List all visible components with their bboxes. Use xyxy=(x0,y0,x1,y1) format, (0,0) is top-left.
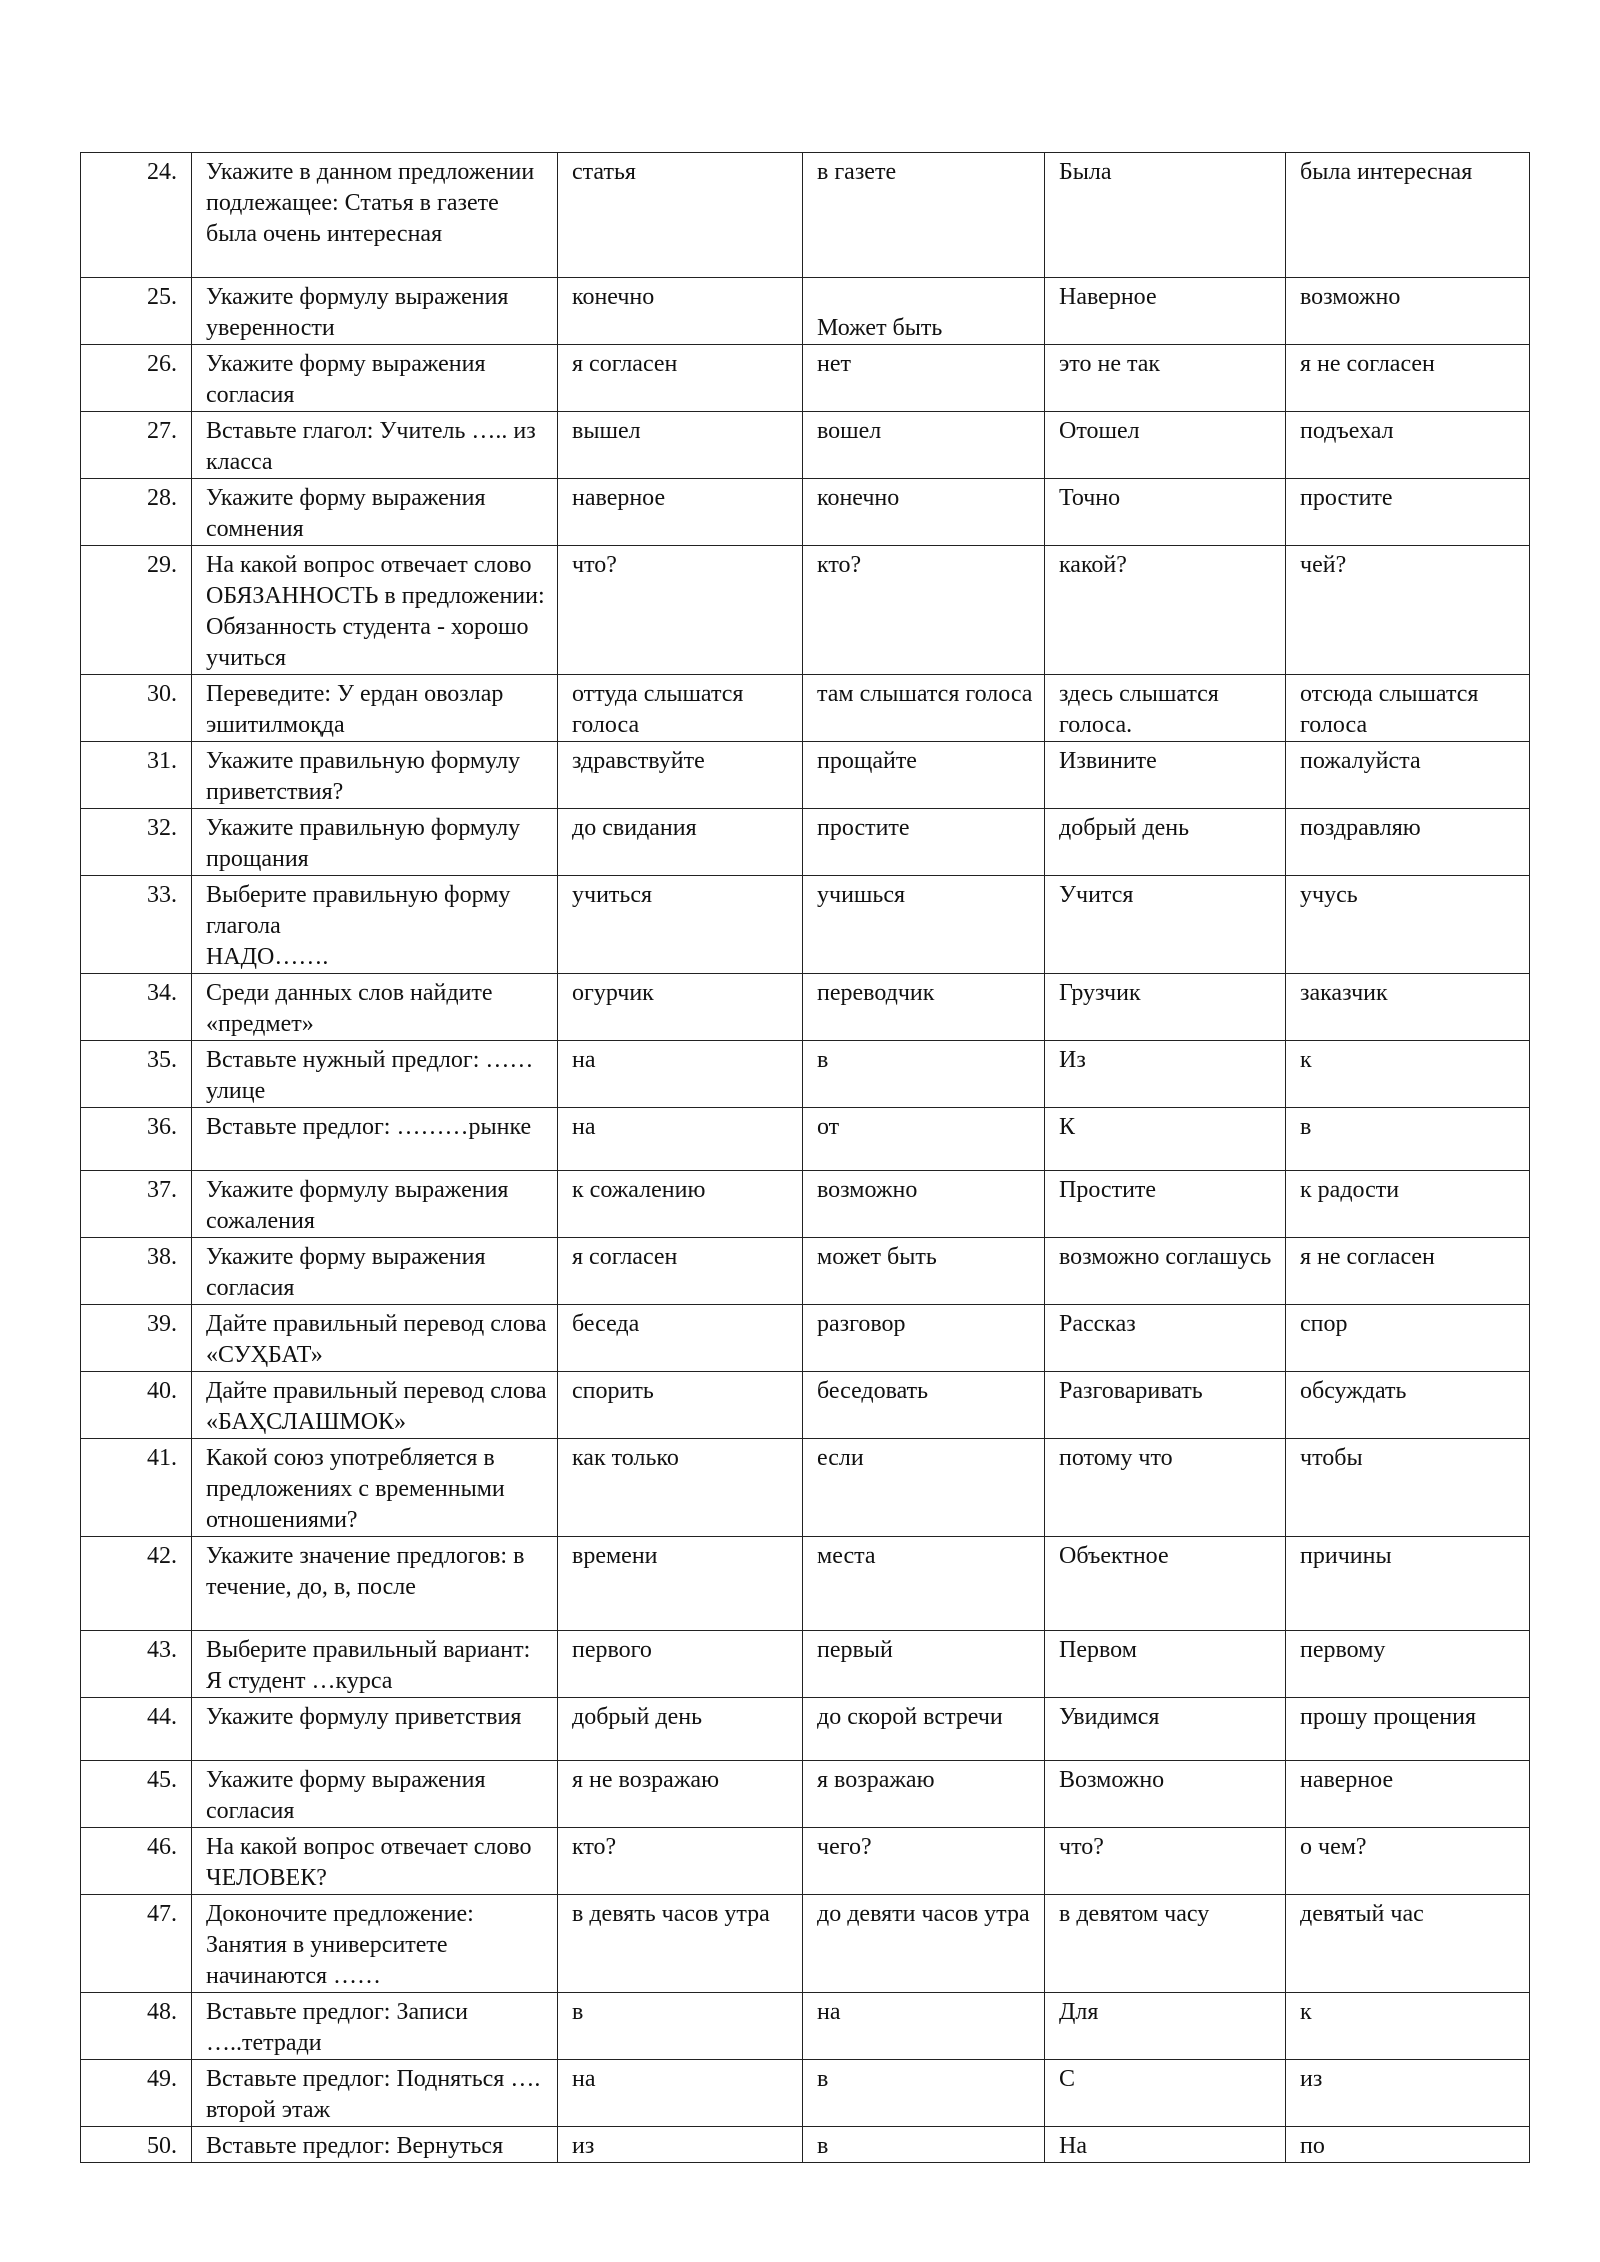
option-d: чтобы xyxy=(1286,1439,1530,1537)
question-text: Вставьте предлог: ………рынке xyxy=(192,1108,558,1171)
option-c: что? xyxy=(1045,1828,1286,1895)
question-number: 25. xyxy=(81,278,192,345)
option-c: возможно соглашусь xyxy=(1045,1238,1286,1305)
option-a: оттуда слышатся голоса xyxy=(558,675,803,742)
option-a: беседа xyxy=(558,1305,803,1372)
option-d: наверное xyxy=(1286,1761,1530,1828)
option-a: спорить xyxy=(558,1372,803,1439)
question-text: Какой союз употребляется в предложениях с временными отношениями? xyxy=(192,1439,558,1537)
question-number: 37. xyxy=(81,1171,192,1238)
option-d: о чем? xyxy=(1286,1828,1530,1895)
option-d: из xyxy=(1286,2060,1530,2127)
question-number: 46. xyxy=(81,1828,192,1895)
option-c: Из xyxy=(1045,1041,1286,1108)
option-b: учишься xyxy=(803,876,1045,974)
option-d: обсуждать xyxy=(1286,1372,1530,1439)
option-d: чей? xyxy=(1286,546,1530,675)
option-b: конечно xyxy=(803,479,1045,546)
option-c: Грузчик xyxy=(1045,974,1286,1041)
option-d: к xyxy=(1286,1041,1530,1108)
option-a: на xyxy=(558,1108,803,1171)
question-text: Укажите формулу приветствия xyxy=(192,1698,558,1761)
option-a: кто? xyxy=(558,1828,803,1895)
table-row xyxy=(81,2060,1530,2127)
table-row xyxy=(81,974,1530,1041)
question-number: 39. xyxy=(81,1305,192,1372)
table-row xyxy=(81,153,1530,278)
question-number: 33. xyxy=(81,876,192,974)
option-c: потому что xyxy=(1045,1439,1286,1537)
option-a: наверное xyxy=(558,479,803,546)
table-row xyxy=(81,345,1530,412)
option-b: простите xyxy=(803,809,1045,876)
question-text: Укажите значение предлогов: в течение, до, в, после xyxy=(192,1537,558,1631)
question-text: Укажите форму выражения сомнения xyxy=(192,479,558,546)
option-a: первого xyxy=(558,1631,803,1698)
question-number: 38. xyxy=(81,1238,192,1305)
question-text: Вставьте нужный предлог: ……улице xyxy=(192,1041,558,1108)
option-d: поздравляю xyxy=(1286,809,1530,876)
option-c: Извините xyxy=(1045,742,1286,809)
option-c: какой? xyxy=(1045,546,1286,675)
option-b: может быть xyxy=(803,1238,1045,1305)
table-row xyxy=(81,1372,1530,1439)
option-b: места xyxy=(803,1537,1045,1631)
table-row xyxy=(81,412,1530,479)
option-b: первый xyxy=(803,1631,1045,1698)
option-a: времени xyxy=(558,1537,803,1631)
option-b: Может быть xyxy=(803,278,1045,345)
question-number: 49. xyxy=(81,2060,192,2127)
option-b: до скорой встречи xyxy=(803,1698,1045,1761)
question-number: 50. xyxy=(81,2127,192,2163)
question-text: Укажите формулу выражения уверенности xyxy=(192,278,558,345)
option-d: простите xyxy=(1286,479,1530,546)
option-c: Отошел xyxy=(1045,412,1286,479)
option-a: до свидания xyxy=(558,809,803,876)
option-a: я согласен xyxy=(558,1238,803,1305)
question-text: Укажите в данном предложении подлежащее: Статья в газете была очень интересная xyxy=(192,153,558,278)
table-row xyxy=(81,742,1530,809)
option-b: в xyxy=(803,2060,1045,2127)
question-text: Переведите: У ердан овозлар эшитилмоқда xyxy=(192,675,558,742)
question-number: 35. xyxy=(81,1041,192,1108)
question-text: Выберите правильный вариант: Я студент …курса xyxy=(192,1631,558,1698)
option-c: Рассказ xyxy=(1045,1305,1286,1372)
option-a: в девять часов утра xyxy=(558,1895,803,1993)
option-c: Простите xyxy=(1045,1171,1286,1238)
option-d: я не согласен xyxy=(1286,345,1530,412)
option-a: конечно xyxy=(558,278,803,345)
option-a: огурчик xyxy=(558,974,803,1041)
table-row xyxy=(81,1041,1530,1108)
option-d: первому xyxy=(1286,1631,1530,1698)
option-b: я возражаю xyxy=(803,1761,1045,1828)
question-text: Дайте правильный перевод слова «БАҲСЛАШМОК» xyxy=(192,1372,558,1439)
question-number: 32. xyxy=(81,809,192,876)
question-number: 44. xyxy=(81,1698,192,1761)
table-row xyxy=(81,1171,1530,1238)
option-b: беседовать xyxy=(803,1372,1045,1439)
option-b: возможно xyxy=(803,1171,1045,1238)
question-number: 42. xyxy=(81,1537,192,1631)
option-b: в xyxy=(803,2127,1045,2163)
table-row xyxy=(81,1238,1530,1305)
option-b: прощайте xyxy=(803,742,1045,809)
question-text: Вставьте предлог: Вернуться xyxy=(192,2127,558,2163)
question-number: 47. xyxy=(81,1895,192,1993)
question-number: 41. xyxy=(81,1439,192,1537)
option-d: прошу прощения xyxy=(1286,1698,1530,1761)
quiz-table xyxy=(80,152,1530,2163)
option-b: переводчик xyxy=(803,974,1045,1041)
option-d: я не согласен xyxy=(1286,1238,1530,1305)
quiz-table-body xyxy=(81,153,1530,2163)
option-b: вошел xyxy=(803,412,1045,479)
option-c: К xyxy=(1045,1108,1286,1171)
option-a: на xyxy=(558,2060,803,2127)
option-c: Возможно xyxy=(1045,1761,1286,1828)
option-a: на xyxy=(558,1041,803,1108)
question-number: 28. xyxy=(81,479,192,546)
table-row xyxy=(81,2127,1530,2163)
option-c: в девятом часу xyxy=(1045,1895,1286,1993)
option-c: Для xyxy=(1045,1993,1286,2060)
table-row xyxy=(81,278,1530,345)
option-c: Увидимся xyxy=(1045,1698,1286,1761)
question-text: Дайте правильный перевод слова «СУҲБАТ» xyxy=(192,1305,558,1372)
option-d: отсюда слышатся голоса xyxy=(1286,675,1530,742)
option-a: добрый день xyxy=(558,1698,803,1761)
question-number: 24. xyxy=(81,153,192,278)
question-number: 27. xyxy=(81,412,192,479)
option-d: к радости xyxy=(1286,1171,1530,1238)
table-row xyxy=(81,1895,1530,1993)
option-c: добрый день xyxy=(1045,809,1286,876)
option-a: в xyxy=(558,1993,803,2060)
option-b: на xyxy=(803,1993,1045,2060)
question-number: 48. xyxy=(81,1993,192,2060)
question-text: Укажите правильную формулу приветствия? xyxy=(192,742,558,809)
option-b: кто? xyxy=(803,546,1045,675)
option-b: в газете xyxy=(803,153,1045,278)
option-d: спор xyxy=(1286,1305,1530,1372)
option-a: из xyxy=(558,2127,803,2163)
question-text: Укажите форму выражения согласия xyxy=(192,1238,558,1305)
option-c: Первом xyxy=(1045,1631,1286,1698)
table-row xyxy=(81,1761,1530,1828)
table-row xyxy=(81,1537,1530,1631)
table-row xyxy=(81,479,1530,546)
question-number: 40. xyxy=(81,1372,192,1439)
option-b: разговор xyxy=(803,1305,1045,1372)
option-a: что? xyxy=(558,546,803,675)
question-number: 26. xyxy=(81,345,192,412)
option-c: Объектное xyxy=(1045,1537,1286,1631)
table-row xyxy=(81,1993,1530,2060)
option-d: к xyxy=(1286,1993,1530,2060)
option-c: Учится xyxy=(1045,876,1286,974)
option-c: На xyxy=(1045,2127,1286,2163)
option-c: Разговаривать xyxy=(1045,1372,1286,1439)
option-a: здравствуйте xyxy=(558,742,803,809)
question-text: Укажите формулу выражения сожаления xyxy=(192,1171,558,1238)
option-b: от xyxy=(803,1108,1045,1171)
question-text: Доконочите предложение: Занятия в университете начинаются …… xyxy=(192,1895,558,1993)
option-b: в xyxy=(803,1041,1045,1108)
question-text: Среди данных слов найдите «предмет» xyxy=(192,974,558,1041)
option-a: статья xyxy=(558,153,803,278)
question-text: Укажите форму выражения согласия xyxy=(192,345,558,412)
question-text: Вставьте глагол: Учитель ….. из класса xyxy=(192,412,558,479)
question-text: На какой вопрос отвечает слово ОБЯЗАННОСТЬ в предложении: Обязанность студента - хорошо учиться xyxy=(192,546,558,675)
option-a: я согласен xyxy=(558,345,803,412)
question-text: Укажите правильную формулу прощания xyxy=(192,809,558,876)
question-number: 31. xyxy=(81,742,192,809)
option-c: это не так xyxy=(1045,345,1286,412)
question-number: 43. xyxy=(81,1631,192,1698)
table-row xyxy=(81,876,1530,974)
option-d: пожалуйста xyxy=(1286,742,1530,809)
option-d: в xyxy=(1286,1108,1530,1171)
option-a: учиться xyxy=(558,876,803,974)
question-text: Укажите форму выражения согласия xyxy=(192,1761,558,1828)
option-c: Точно xyxy=(1045,479,1286,546)
table-row xyxy=(81,1108,1530,1171)
table-row xyxy=(81,1828,1530,1895)
option-c: здесь слышатся голоса. xyxy=(1045,675,1286,742)
option-b: там слышатся голоса xyxy=(803,675,1045,742)
option-d: была интересная xyxy=(1286,153,1530,278)
question-number: 30. xyxy=(81,675,192,742)
option-a: вышел xyxy=(558,412,803,479)
option-d: подъехал xyxy=(1286,412,1530,479)
table-row xyxy=(81,1631,1530,1698)
option-b: чего? xyxy=(803,1828,1045,1895)
question-number: 36. xyxy=(81,1108,192,1171)
question-number: 34. xyxy=(81,974,192,1041)
option-a: как только xyxy=(558,1439,803,1537)
table-row xyxy=(81,1698,1530,1761)
option-c: С xyxy=(1045,2060,1286,2127)
option-d: причины xyxy=(1286,1537,1530,1631)
table-row xyxy=(81,1305,1530,1372)
option-a: я не возражаю xyxy=(558,1761,803,1828)
option-a: к сожалению xyxy=(558,1171,803,1238)
option-b: если xyxy=(803,1439,1045,1537)
option-d: девятый час xyxy=(1286,1895,1530,1993)
table-row xyxy=(81,1439,1530,1537)
question-number: 45. xyxy=(81,1761,192,1828)
option-d: учусь xyxy=(1286,876,1530,974)
option-d: заказчик xyxy=(1286,974,1530,1041)
option-d: возможно xyxy=(1286,278,1530,345)
question-text: На какой вопрос отвечает слово ЧЕЛОВЕК? xyxy=(192,1828,558,1895)
option-c: Была xyxy=(1045,153,1286,278)
option-d: по xyxy=(1286,2127,1530,2163)
option-b: до девяти часов утра xyxy=(803,1895,1045,1993)
table-row xyxy=(81,546,1530,675)
question-text: Вставьте предлог: Подняться …. второй этаж xyxy=(192,2060,558,2127)
table-row xyxy=(81,809,1530,876)
question-number: 29. xyxy=(81,546,192,675)
option-b: нет xyxy=(803,345,1045,412)
question-text: Выберите правильную форму глагола НАДО……. xyxy=(192,876,558,974)
question-text: Вставьте предлог: Записи …..тетради xyxy=(192,1993,558,2060)
option-c: Наверное xyxy=(1045,278,1286,345)
table-row xyxy=(81,675,1530,742)
